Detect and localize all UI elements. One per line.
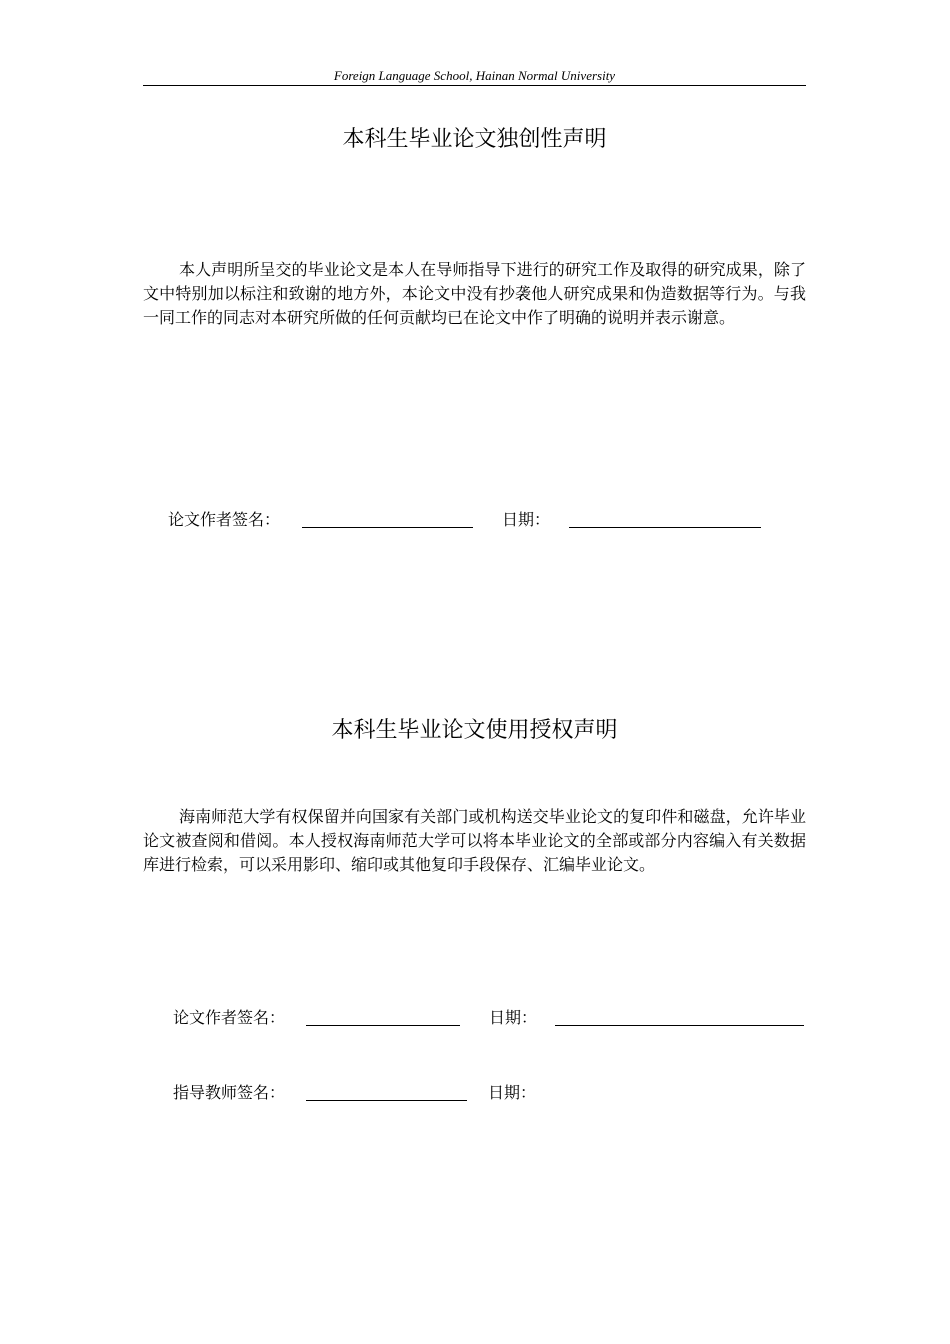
- date-field[interactable]: [569, 527, 761, 528]
- advisor-signature-field[interactable]: [306, 1100, 467, 1101]
- authorization-author-signature-row: [173, 1006, 813, 1030]
- advisor-signature-row: [173, 1081, 813, 1105]
- date-label: 日期：: [488, 1083, 537, 1102]
- date-label: 日期：: [502, 510, 551, 529]
- date-field[interactable]: [555, 1025, 804, 1026]
- advisor-signature-label: 指导教师签名：: [173, 1083, 286, 1102]
- author-signature-field[interactable]: [302, 527, 473, 528]
- date-label: 日期：: [489, 1008, 538, 1027]
- authorization-title: 本科生毕业论文使用授权声明: [331, 718, 618, 743]
- page-header: Foreign Language School, Hainan Normal University: [333, 68, 616, 83]
- authorization-body: 海南师范大学有权保留并向国家有关部门或机构送交毕业论文的复印件和磁盘，允许毕业论文被查阅和借阅。本人授权海南师范大学可以将本毕业论文的全部或部分内容编入有关数据库进行检索，可以采用影印、缩印或其他复印手段保存、汇编毕业论文。: [143, 807, 806, 874]
- originality-signature-row: [168, 508, 768, 532]
- author-signature-label: 论文作者签名：: [173, 1008, 286, 1027]
- originality-body: 本人声明所呈交的毕业论文是本人在导师指导下进行的研究工作及取得的研究成果，除了文中特别加以标注和致谢的地方外，本论文中没有抄袭他人研究成果和伪造数据等行为。与我一同工作的同志对本研究所做的任何贡献均已在论文中作了明确的说明并表示谢意。: [143, 260, 806, 327]
- header-rule: [143, 85, 806, 86]
- originality-title: 本科生毕业论文独创性声明: [342, 127, 607, 152]
- author-signature-field[interactable]: [306, 1025, 460, 1026]
- author-signature-label: 论文作者签名：: [168, 510, 281, 529]
